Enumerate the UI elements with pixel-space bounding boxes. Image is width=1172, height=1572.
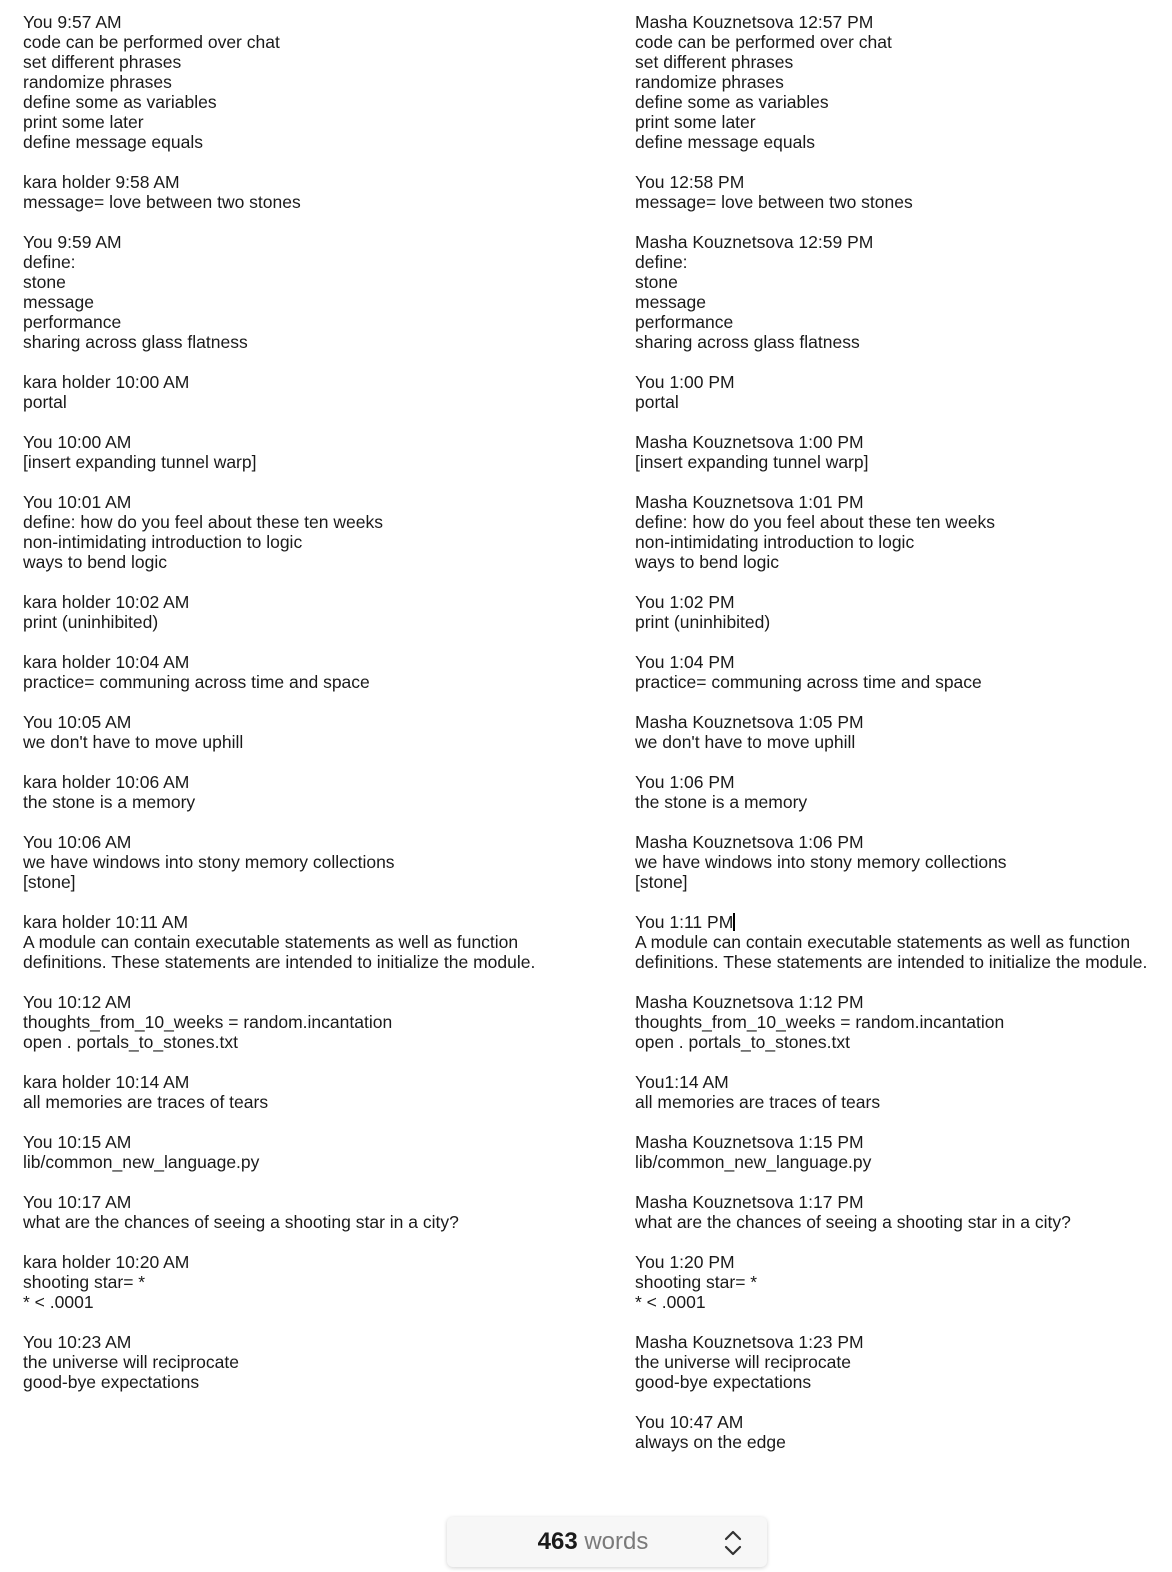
message-header: kara holder 10:20 AM [23, 1252, 190, 1272]
message-line: thoughts_from_10_weeks = random.incantation [635, 1012, 1005, 1032]
message-header: You 10:05 AM [23, 712, 132, 732]
transcript-column-right[interactable] [635, 12, 1170, 1472]
message-line: practice= communing across time and space [635, 672, 982, 692]
message-line: stone [23, 272, 66, 292]
message-line: the stone is a memory [635, 792, 808, 812]
message-line: we have windows into stony memory collections [635, 852, 1007, 872]
message-line: code can be performed over chat [635, 32, 892, 52]
chat-message [635, 172, 1170, 212]
message-line: message [635, 292, 707, 312]
chat-message [23, 1252, 623, 1312]
message-line: [stone] [635, 872, 688, 892]
chat-message [635, 12, 1170, 152]
message-line: the universe will reciprocate [23, 1352, 239, 1372]
chat-message [23, 492, 623, 572]
chat-message [635, 1132, 1170, 1172]
message-line: all memories are traces of tears [635, 1092, 881, 1112]
message-line: * < .0001 [635, 1292, 706, 1312]
chat-message [23, 232, 623, 352]
chat-message [635, 432, 1170, 472]
message-header: kara holder 10:04 AM [23, 652, 190, 672]
message-line: message= love between two stones [635, 192, 913, 212]
message-header: You 10:06 AM [23, 832, 132, 852]
message-line: non-intimidating introduction to logic [635, 532, 915, 552]
message-header: You 10:12 AM [23, 992, 132, 1012]
word-count-label: words [584, 1528, 649, 1555]
message-line: [insert expanding tunnel warp] [635, 452, 869, 472]
message-header: You 1:04 PM [635, 652, 735, 672]
message-line: define message equals [635, 132, 815, 152]
message-header: kara holder 10:00 AM [23, 372, 190, 392]
chat-message [635, 372, 1170, 412]
chat-message [635, 232, 1170, 352]
message-line: portal [23, 392, 67, 412]
message-header: You 12:58 PM [635, 172, 745, 192]
message-line: print (uninhibited) [635, 612, 771, 632]
message-header: kara holder 10:02 AM [23, 592, 190, 612]
chat-message [23, 1072, 623, 1112]
message-line: sharing across glass flatness [23, 332, 248, 352]
message-line: print some later [23, 112, 144, 132]
chat-message [635, 712, 1170, 752]
message-line: performance [23, 312, 122, 332]
chat-message [23, 712, 623, 752]
message-header: Masha Kouznetsova 1:06 PM [635, 832, 864, 852]
message-line: print some later [635, 112, 756, 132]
message-header: kara holder 10:06 AM [23, 772, 190, 792]
chat-message [23, 432, 623, 472]
message-header: Masha Kouznetsova 1:23 PM [635, 1332, 864, 1352]
chat-message [635, 1332, 1170, 1392]
chat-message [635, 1412, 1170, 1452]
message-header: Masha Kouznetsova 1:00 PM [635, 432, 864, 452]
message-line: define: [23, 252, 76, 272]
message-line: good-bye expectations [23, 1372, 200, 1392]
message-line: define: how do you feel about these ten weeks [23, 512, 383, 532]
message-line: always on the edge [635, 1432, 786, 1452]
message-line: open . portals_to_stones.txt [23, 1032, 238, 1052]
message-line: the stone is a memory [23, 792, 196, 812]
message-line: shooting star= * [23, 1272, 146, 1292]
message-line: A module can contain executable statements as well as function [23, 932, 519, 952]
message-header: You 9:59 AM [23, 232, 122, 252]
chat-message [23, 772, 623, 812]
chat-message [635, 992, 1170, 1052]
chat-message [635, 492, 1170, 572]
chat-message [23, 12, 623, 152]
message-line: [stone] [23, 872, 76, 892]
message-line: shooting star= * [635, 1272, 758, 1292]
message-header: You 10:00 AM [23, 432, 132, 452]
chat-message [23, 1192, 623, 1232]
message-line: non-intimidating introduction to logic [23, 532, 303, 552]
message-header: You 10:23 AM [23, 1332, 132, 1352]
message-line: set different phrases [23, 52, 182, 72]
chat-message [635, 652, 1170, 692]
chat-message [23, 1332, 623, 1392]
message-line: ways to bend logic [635, 552, 779, 572]
message-header: You 1:06 PM [635, 772, 735, 792]
chat-message [23, 592, 623, 632]
message-line: code can be performed over chat [23, 32, 280, 52]
message-line: thoughts_from_10_weeks = random.incantation [23, 1012, 393, 1032]
word-count-number: 463 [537, 1528, 578, 1555]
chat-message [635, 1192, 1170, 1232]
message-header: Masha Kouznetsova 1:12 PM [635, 992, 864, 1012]
message-line: randomize phrases [23, 72, 172, 92]
message-line: ways to bend logic [23, 552, 167, 572]
message-line: define some as variables [23, 92, 217, 112]
message-line: good-bye expectations [635, 1372, 812, 1392]
message-header: You 9:57 AM [23, 12, 122, 32]
message-header: You 10:17 AM [23, 1192, 132, 1212]
transcript-column-left[interactable] [23, 12, 623, 1412]
message-line: practice= communing across time and space [23, 672, 370, 692]
message-line: * < .0001 [23, 1292, 94, 1312]
chat-message [23, 1132, 623, 1172]
message-line: we have windows into stony memory collections [23, 852, 395, 872]
message-line: define message equals [23, 132, 203, 152]
chat-message [635, 1072, 1170, 1112]
message-line: set different phrases [635, 52, 794, 72]
chat-message [635, 592, 1170, 632]
message-line: definitions. These statements are intended to initialize the module. [23, 952, 536, 972]
chat-message [23, 912, 623, 972]
message-header: You 10:47 AM [635, 1412, 744, 1432]
message-header: You 1:20 PM [635, 1252, 735, 1272]
message-line: print (uninhibited) [23, 612, 159, 632]
message-line: portal [635, 392, 679, 412]
message-line: message= love between two stones [23, 192, 301, 212]
text-cursor [733, 913, 735, 931]
message-line: A module can contain executable statements as well as function [635, 932, 1131, 952]
chat-message [635, 832, 1170, 892]
message-header: Masha Kouznetsova 12:59 PM [635, 232, 874, 252]
message-header: Masha Kouznetsova 1:01 PM [635, 492, 864, 512]
message-line: stone [635, 272, 678, 292]
chat-message [635, 772, 1170, 812]
chat-message [23, 992, 623, 1052]
message-header: Masha Kouznetsova 1:17 PM [635, 1192, 864, 1212]
message-line: open . portals_to_stones.txt [635, 1032, 850, 1052]
message-line: we don't have to move uphill [23, 732, 244, 752]
message-header: kara holder 10:11 AM [23, 912, 189, 932]
message-line: define: [635, 252, 688, 272]
message-line: message [23, 292, 95, 312]
message-line: performance [635, 312, 734, 332]
message-line: all memories are traces of tears [23, 1092, 269, 1112]
message-line: sharing across glass flatness [635, 332, 860, 352]
chat-message [23, 172, 623, 212]
message-header: You 10:01 AM [23, 492, 132, 512]
chat-message [635, 912, 1170, 972]
message-header: You 10:15 AM [23, 1132, 132, 1152]
word-count-widget[interactable] [447, 1517, 767, 1567]
chat-message [635, 1252, 1170, 1312]
chat-message [23, 652, 623, 692]
message-line: lib/common_new_language.py [23, 1152, 260, 1172]
message-line: lib/common_new_language.py [635, 1152, 872, 1172]
chat-message [23, 832, 623, 892]
message-line: randomize phrases [635, 72, 784, 92]
message-line: we don't have to move uphill [635, 732, 856, 752]
message-line: definitions. These statements are intended to initialize the module. [635, 952, 1148, 972]
message-header: kara holder 9:58 AM [23, 172, 180, 192]
message-line: what are the chances of seeing a shooting star in a city? [23, 1212, 459, 1232]
message-header: Masha Kouznetsova 12:57 PM [635, 12, 874, 32]
message-line: the universe will reciprocate [635, 1352, 851, 1372]
message-header: You 1:11 PM [635, 912, 734, 932]
message-line: define some as variables [635, 92, 829, 112]
chat-message [23, 372, 623, 412]
message-header: You 1:00 PM [635, 372, 735, 392]
message-line: define: how do you feel about these ten weeks [635, 512, 995, 532]
chevron-up-down-icon[interactable] [723, 1529, 743, 1557]
message-line: [insert expanding tunnel warp] [23, 452, 257, 472]
message-header: kara holder 10:14 AM [23, 1072, 190, 1092]
message-line: what are the chances of seeing a shooting star in a city? [635, 1212, 1071, 1232]
message-header: Masha Kouznetsova 1:15 PM [635, 1132, 864, 1152]
message-header: You1:14 AM [635, 1072, 729, 1092]
word-count-text [538, 1528, 649, 1556]
message-header: You 1:02 PM [635, 592, 735, 612]
message-header: Masha Kouznetsova 1:05 PM [635, 712, 864, 732]
